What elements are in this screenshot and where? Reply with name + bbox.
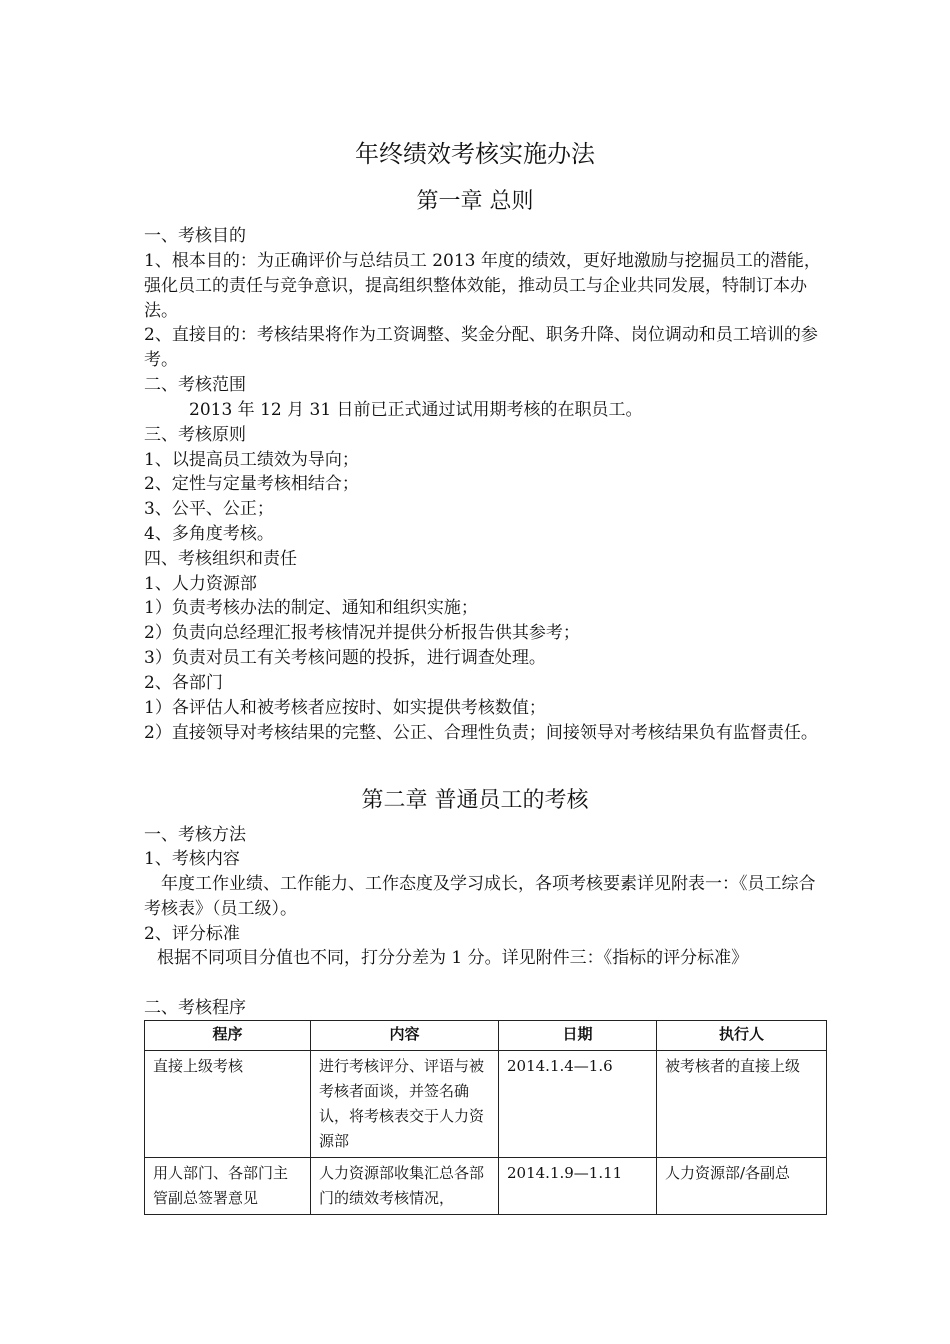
table-cell: 用人部门、各部门主管副总签署意见 — [145, 1158, 311, 1215]
list-item: 2、定性与定量考核相结合； — [144, 474, 359, 494]
list-item: 3、公平、公正； — [144, 499, 274, 519]
document-title: 年终绩效考核实施办法 — [355, 140, 595, 168]
paragraph: 年度工作业绩、工作能力、工作态度及学习成长，各项考核要素详见附表一：《员工综合考核表》（员工级）。 — [144, 874, 816, 919]
list-item: 2）直接领导对考核结果的完整、公正、合理性负责；间接领导对考核结果负有监督责任。 — [144, 723, 818, 743]
subsection-heading: 2、评分标准 — [144, 924, 240, 944]
chapter-1-heading: 第一章 总则 — [416, 189, 534, 214]
column-header-content: 内容 — [311, 1021, 499, 1051]
section-heading: 二、考核范围 — [144, 375, 246, 395]
section-heading: 一、考核方法 — [144, 825, 246, 845]
table-cell: 2014.1.9—1.11 — [499, 1158, 657, 1215]
section-heading: 一、考核目的 — [144, 226, 246, 246]
chapter-2-heading: 第二章 普通员工的考核 — [361, 788, 589, 813]
list-item: 3）负责对员工有关考核问题的投拆，进行调查处理。 — [144, 648, 546, 668]
paragraph: 根据不同项目分值也不同，打分分差为 1 分。详见附件三：《指标的评分标准》 — [157, 948, 749, 968]
subsection-heading: 1、考核内容 — [144, 849, 240, 869]
table-row — [145, 1158, 827, 1215]
paragraph: 1、根本目的：为正确评价与总结员工 2013 年度的绩效，更好地激励与挖掘员工的潜能，强化员工的责任与竞争意识，提高组织整体效能，推动员工与企业共同发展，特制订本办法。 — [144, 251, 821, 321]
paragraph: 2013 年 12 月 31 日前已正式通过试用期考核的在职员工。 — [189, 400, 643, 420]
table-cell: 人力资源部/各副总 — [657, 1158, 827, 1215]
table-row — [145, 1051, 827, 1158]
column-header-executor: 执行人 — [657, 1021, 827, 1051]
procedure-table — [144, 1020, 827, 1215]
subsection-heading: 1、人力资源部 — [144, 574, 257, 594]
table-cell: 直接上级考核 — [145, 1051, 311, 1158]
column-header-date: 日期 — [499, 1021, 657, 1051]
section-heading: 二、考核程序 — [144, 998, 246, 1018]
subsection-heading: 2、各部门 — [144, 673, 223, 693]
table-cell: 被考核者的直接上级 — [657, 1051, 827, 1158]
list-item: 1）各评估人和被考核者应按时、如实提供考核数值； — [144, 698, 546, 718]
table-cell: 人力资源部收集汇总各部门的绩效考核情况， — [311, 1158, 499, 1215]
list-item: 1）负责考核办法的制定、通知和组织实施； — [144, 598, 478, 618]
paragraph: 2、直接目的：考核结果将作为工资调整、奖金分配、职务升降、岗位调动和员工培训的参考。 — [144, 325, 818, 370]
table-header-row — [145, 1021, 827, 1051]
section-heading: 四、考核组织和责任 — [144, 549, 297, 569]
column-header-procedure: 程序 — [145, 1021, 311, 1051]
section-heading: 三、考核原则 — [144, 425, 246, 445]
list-item: 4、多角度考核。 — [144, 524, 274, 544]
list-item: 2）负责向总经理汇报考核情况并提供分析报告供其参考； — [144, 623, 580, 643]
list-item: 1、以提高员工绩效为导向； — [144, 450, 359, 470]
table-cell: 2014.1.4—1.6 — [499, 1051, 657, 1158]
table-cell: 进行考核评分、评语与被考核者面谈，并签名确认，将考核表交于人力资源部 — [311, 1051, 499, 1158]
